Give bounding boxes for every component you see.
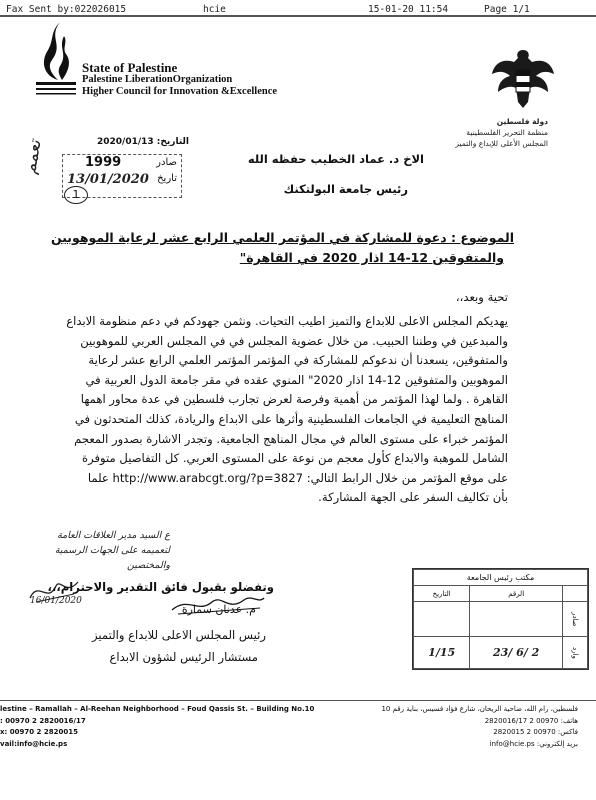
signer-title-2: مستشار الرئيس لشؤون الابداع — [109, 650, 258, 664]
footer-en-fax: x: 00970 2 2820015 — [0, 728, 78, 736]
receipt-col-date: التاريخ — [414, 586, 470, 602]
greeting: تحية وبعد،، — [455, 290, 508, 304]
signer-name: م. عدنان سمارة — [181, 603, 256, 616]
stamp-number: 1999 — [85, 155, 122, 170]
footer-en-email: vail:info@hcie.ps — [0, 739, 68, 748]
receipt-stamp-box — [412, 568, 589, 670]
letter-date: التاريخ: 2020/01/13 — [97, 137, 189, 147]
footer-arabic — [381, 704, 578, 750]
handwritten-circulate-note: تعمم — [20, 138, 46, 176]
body-line: بأن تكاليف السفر على الجهة المشاركة. — [318, 490, 508, 505]
org-plo-name: Palestine LiberationOrganization — [82, 74, 233, 85]
body-line: القاهرة . ولما لهذا المؤتمر من أهمية وفرصة لعرض تجارب فلسطين في عدة محاور اهمها — [80, 392, 508, 407]
fax-datetime: 15-01-20 11:54 — [368, 4, 449, 15]
closing-line: وتفضلو بقبول فائق التقدير والاحترام،،، — [47, 580, 274, 594]
org-ar-line1: دولة فلسطين — [496, 117, 548, 126]
footer-english — [0, 704, 314, 750]
body-line: الشامل للموهبة والابداع كأول معجم من نوعة على المستوى العربي. كل التفاصيل متوفرة — [82, 451, 508, 466]
handwritten-date: 16/01/2020 — [30, 596, 82, 606]
footer-ar-tel: 00970 2 2820016/17 — [484, 716, 559, 725]
footer-ar-email: info@hcie.ps — [489, 739, 535, 748]
eagle-emblem-icon — [488, 44, 558, 114]
footer-rule — [0, 700, 596, 701]
footer-ar-fax: 00970 2 2820015 — [493, 728, 556, 736]
stamp-date: 13/01/2020 — [67, 172, 149, 187]
letterhead-english — [82, 62, 277, 98]
flame-logo-icon — [30, 18, 78, 98]
body-line: المناهج التعليمية في الجامعات الفلسطينية وأثرها على الابداع والريادة، كذلك المتحدثون في — [74, 411, 508, 426]
signer-title-1: رئيس المجلس الاعلى للابداع والتميز — [91, 628, 266, 642]
receipt-box-header: مكتب رئيس الجامعة — [414, 570, 588, 586]
footer-ar-tel-label: هاتف: — [560, 716, 578, 725]
receipt-out-number — [470, 602, 563, 637]
footer-en-tel: : 00970 2 2820016/17 — [0, 716, 86, 725]
subject-line-2: والمتفوقين 12-14 اذار 2020 في القاهرة" — [239, 250, 504, 265]
fax-page: Page 1/1 — [484, 4, 530, 15]
footer-en-address: lestine – Ramallah – Al-Reehan Neighborhood – Foud Qassis St. – Building No.10 — [0, 705, 315, 713]
recipient-title: رئيس جامعة البولتكنك — [283, 182, 408, 196]
fax-sender: Fax Sent by:022026015 — [6, 4, 127, 15]
org-council-name: Higher Council for Innovation &Excellence — [82, 86, 278, 97]
receipt-out-date — [414, 602, 470, 637]
stamp-label-date: تاريخ — [157, 173, 177, 184]
body-line: يهديكم المجلس الاعلى للابداع والتميز اطيب التحيات. ونثمن جهودكم في دعم منظومة الابداع — [66, 314, 508, 328]
footer-ar-email-label: بريد إلكتروني: — [536, 739, 578, 748]
fax-station: hcie — [203, 4, 226, 15]
body-line: الموهوبين والمتفوقين 12-14 اذار 2020" المنوي عقده في مقر جامعة الدول العربية في — [85, 372, 508, 387]
letterhead-arabic — [455, 116, 548, 149]
subject-line-1: الموضوع : دعوة للمشاركة في المؤتمر العلمي الرابع عشر لرعاية الموهوبين — [50, 230, 514, 245]
body-line: والمتفوقين، يسعدنا أن ندعوكم للمشاركة في المؤتمر المؤتمر العلمي الرابع عشر لرعاية — [88, 353, 508, 368]
letter-body — [68, 312, 508, 508]
receipt-row-out: صادر — [563, 602, 588, 637]
receipt-col-corner — [563, 586, 588, 602]
body-line: والمبدعين في وطننا الحبيب. من خلال عضوية المجلس في في المجلس العربي للموهوبين — [80, 333, 508, 348]
receipt-in-number: 23/ 6/ 2 — [470, 637, 563, 669]
handwritten-margin-note: ع السيد مدير العلاقات العامة لتعميمه على الجهات الرسمية والمختصين — [54, 530, 170, 571]
stamp-label-out: صادر — [156, 157, 177, 168]
footer-ar-fax-label: فاكس: — [557, 728, 578, 736]
recipient-name: الاخ د. عماد الخطيب حفظه الله — [247, 152, 424, 166]
receipt-in-date: 1/15 — [414, 637, 470, 669]
org-ar-line3: المجلس الأعلى للإبداع والتميز — [455, 139, 548, 148]
fax-rule — [0, 15, 596, 17]
org-ar-line2: منظمة التحرير الفلسطينية — [466, 128, 548, 137]
footer-ar-address: فلسطين، رام الله، ضاحية الريحان، شارع فؤاد قسيس، بناية رقم 10 — [381, 705, 578, 713]
body-line-with-link[interactable]: على موقع المؤتمر من خلال الرابط التالي: http://www.arabcgt.org/?p=3827 علما — [87, 470, 508, 485]
receipt-col-number: الرقم — [470, 586, 563, 602]
body-line: المؤتمر خبراء على مستوى العالم في مجال المناهج الجامعية. وتجدر الاشارة بصدور المعجم — [74, 431, 508, 446]
handwritten-circled-number: 1 — [64, 186, 88, 204]
org-state-name: State of Palestine — [82, 60, 178, 75]
receipt-row-in: وارد — [563, 637, 588, 669]
